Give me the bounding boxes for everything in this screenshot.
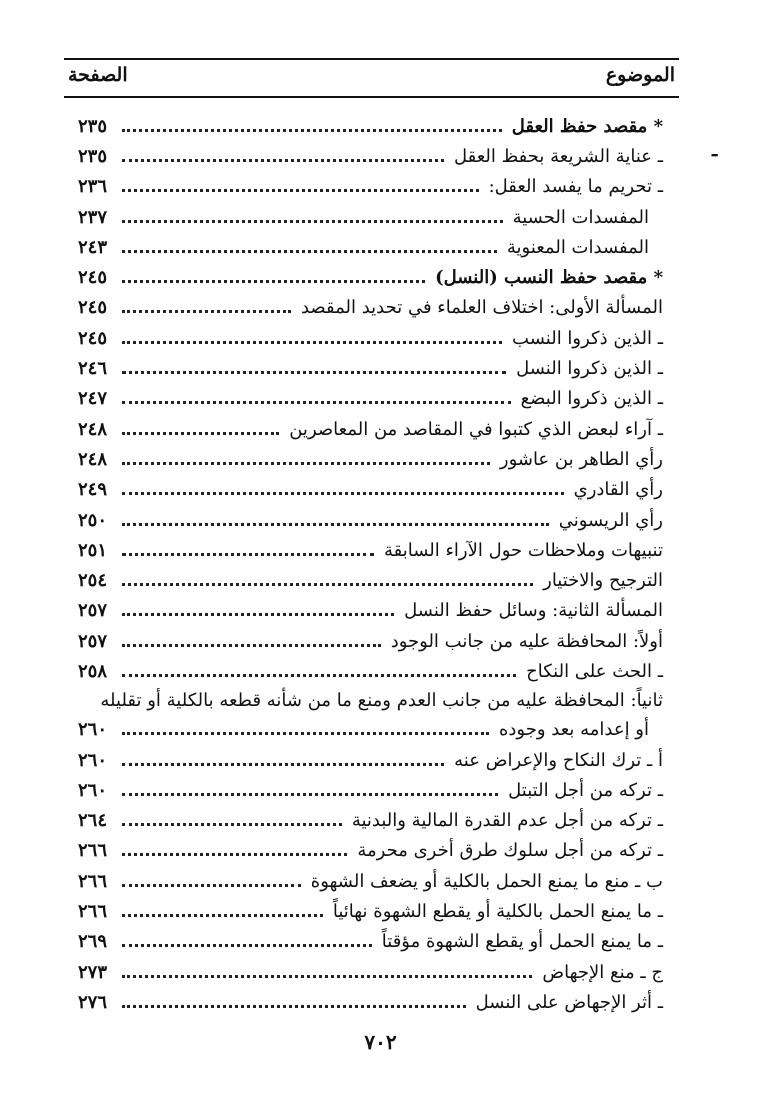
toc-entry — [78, 232, 663, 262]
toc-entry-page: ٢٣٦ — [78, 176, 108, 198]
toc-entry-title: رأي القادري — [573, 479, 663, 501]
dot-leader — [122, 944, 372, 947]
toc-entry — [78, 172, 663, 202]
toc-entry-page: ٢٣٧ — [78, 206, 108, 228]
toc-entry-title: ـ تحريم ما يفسد العقل: — [488, 176, 663, 198]
toc-entry — [78, 656, 663, 686]
toc-entry-page: ٢٤٥ — [78, 327, 108, 349]
toc-entry — [78, 505, 663, 535]
dot-leader — [122, 371, 506, 374]
toc-entry — [78, 111, 663, 141]
dot-leader — [122, 189, 479, 192]
toc-entry — [78, 293, 663, 323]
toc-entry — [78, 806, 663, 836]
toc-entry-title: المفسدات الحسية — [512, 206, 649, 228]
toc-entry — [78, 896, 663, 926]
dot-leader — [122, 853, 347, 856]
topic-column-label: الموضوع — [605, 64, 675, 86]
dot-leader — [122, 674, 516, 677]
toc-entry-page: ٢٥٨ — [78, 660, 108, 682]
toc-entry-page: ٢٣٥ — [78, 145, 108, 167]
dot-leader — [122, 763, 444, 766]
toc-entry — [78, 987, 663, 1017]
toc-entry-title: ب ـ منع ما يمنع الحمل بالكلية أو يضعف الشهوة — [310, 870, 663, 892]
toc-entry-page: ٢٤٧ — [78, 388, 108, 410]
toc-entry-page: ٢٦٤ — [78, 810, 108, 832]
toc-entry — [78, 687, 663, 715]
dot-leader — [122, 793, 498, 796]
toc-entry — [78, 596, 663, 626]
dot-leader — [122, 732, 489, 735]
dot-leader — [122, 553, 374, 556]
toc-header — [64, 58, 679, 98]
toc-entry-title: رأي الريسوني — [558, 509, 663, 531]
toc-entry-title: ج ـ منع الإجهاض — [542, 961, 663, 983]
toc-entry-page: ٢٤٨ — [78, 448, 108, 470]
dot-leader — [122, 462, 490, 465]
toc-entry-title: ثانياً: المحافظة عليه من جانب العدم ومنع ما من شأنه قطعه بالكلية أو تقليله — [100, 690, 663, 712]
toc-entry — [78, 141, 663, 171]
toc-entry-title: ـ تركه من أجل عدم القدرة المالية والبدنية — [351, 810, 663, 832]
dot-leader — [122, 914, 323, 917]
toc-entry-page: ٢٤٥ — [78, 267, 108, 289]
toc-entry — [78, 414, 663, 444]
toc-entry-page: ٢٦٠ — [78, 719, 108, 741]
dot-leader — [122, 220, 503, 223]
toc-entry-title: ـ تركه من أجل التبتل — [508, 779, 663, 801]
toc-entry-title: ـ الحث على النكاح — [526, 660, 663, 682]
toc-entry-page: ٢٤٥ — [78, 297, 108, 319]
toc-entry-page: ٢٥٠ — [78, 509, 108, 531]
toc-list — [78, 111, 663, 1018]
toc-entry-page: ٢٤٨ — [78, 418, 108, 440]
dot-leader — [122, 884, 301, 887]
toc-entry — [78, 384, 663, 414]
dot-leader — [122, 341, 502, 344]
toc-entry-title: ـ ما يمنع الحمل أو يقطع الشهوة مؤقتاً — [381, 931, 663, 953]
dot-leader — [122, 523, 549, 526]
toc-entry-page: ٢٧٣ — [78, 961, 108, 983]
toc-entry-page: ٢٦٠ — [78, 779, 108, 801]
toc-entry — [78, 957, 663, 987]
toc-entry — [78, 535, 663, 565]
toc-entry — [78, 475, 663, 505]
toc-entry-page: ٢٤٣ — [78, 236, 108, 258]
toc-entry-title: ـ الذين ذكروا البضع — [520, 388, 663, 410]
dot-leader — [122, 159, 444, 162]
toc-entry-title: أ ـ ترك النكاح والإعراض عنه — [454, 749, 663, 771]
toc-entry-title: الترجيح والاختيار — [543, 570, 663, 592]
toc-entry-page: ٢٦٦ — [78, 901, 108, 923]
toc-entry-page: ٢٥١ — [78, 539, 108, 561]
toc-entry-title: أولاً: المحافظة عليه من جانب الوجود — [390, 630, 663, 652]
dot-leader — [122, 1005, 466, 1008]
toc-entry-title: ـ ما يمنع الحمل بالكلية أو يقطع الشهوة نهائياً — [332, 901, 663, 923]
toc-entry — [78, 927, 663, 957]
toc-entry-page: ٢٥٧ — [78, 600, 108, 622]
dot-leader — [122, 129, 502, 132]
toc-entry-title: المفسدات المعنوية — [506, 236, 649, 258]
dot-leader — [122, 583, 533, 586]
toc-entry-page: ٢٦٦ — [78, 870, 108, 892]
toc-entry-title: تنبيهات وملاحظات حول الآراء السابقة — [383, 539, 663, 561]
toc-entry-title: * مقصد حفظ العقل — [511, 115, 663, 137]
toc-entry-title: ـ آراء لبعض الذي كتبوا في المقاصد من المعاصرين — [289, 418, 663, 440]
dot-leader — [122, 280, 425, 283]
toc-entry — [78, 626, 663, 656]
toc-entry — [78, 202, 663, 232]
dot-leader — [122, 250, 497, 253]
toc-entry-page: ٢٦٠ — [78, 749, 108, 771]
dot-leader — [122, 613, 394, 616]
toc-entry-title: ـ الذين ذكروا النسل — [516, 358, 663, 380]
toc-entry — [78, 323, 663, 353]
toc-entry-page: ٢٦٩ — [78, 931, 108, 953]
dot-leader — [122, 823, 342, 826]
toc-entry-page: ٢٧٦ — [78, 991, 108, 1013]
toc-entry — [78, 353, 663, 383]
toc-entry-title: المسألة الثانية: وسائل حفظ النسل — [404, 600, 663, 622]
toc-entry — [78, 836, 663, 866]
toc-entry — [78, 715, 663, 745]
toc-entry — [78, 565, 663, 595]
toc-entry-page: ٢٥٤ — [78, 570, 108, 592]
toc-entry-page: ٢٤٩ — [78, 479, 108, 501]
toc-entry-page: ٢٦٦ — [78, 840, 108, 862]
toc-entry-title: ـ عناية الشريعة بحفظ العقل — [453, 145, 663, 167]
toc-entry-title: أو إعدامه بعد وجوده — [498, 719, 649, 741]
toc-entry — [78, 262, 663, 292]
toc-entry-title: رأي الطاهر بن عاشور — [499, 448, 663, 470]
toc-entry — [78, 775, 663, 805]
toc-entry-title: ـ تركه من أجل سلوك طرق أخرى محرمة — [357, 840, 663, 862]
toc-entry — [78, 444, 663, 474]
toc-entry-title: ـ الذين ذكروا النسب — [512, 327, 663, 349]
toc-entry-page: ٢٥٧ — [78, 630, 108, 652]
toc-entry-title: * مقصد حفظ النسب (النسل) — [435, 267, 663, 289]
dot-leader — [122, 644, 381, 647]
toc-entry-page: ٢٣٥ — [78, 115, 108, 137]
dot-leader — [122, 310, 291, 313]
toc-entry — [78, 745, 663, 775]
stray-mark: ـ — [712, 140, 718, 161]
page-column-label: الصفحة — [68, 64, 128, 86]
dot-leader — [122, 492, 564, 495]
toc-entry-page: ٢٤٦ — [78, 358, 108, 380]
dot-leader — [122, 401, 511, 404]
dot-leader — [122, 975, 532, 978]
dot-leader — [122, 432, 279, 435]
page-number: ٧٠٢ — [364, 1030, 397, 1054]
toc-entry — [78, 866, 663, 896]
toc-entry-title: المسألة الأولى: اختلاف العلماء في تحديد المقصد — [300, 297, 663, 319]
toc-entry-title: ـ أثر الإجهاض على النسل — [475, 991, 663, 1013]
